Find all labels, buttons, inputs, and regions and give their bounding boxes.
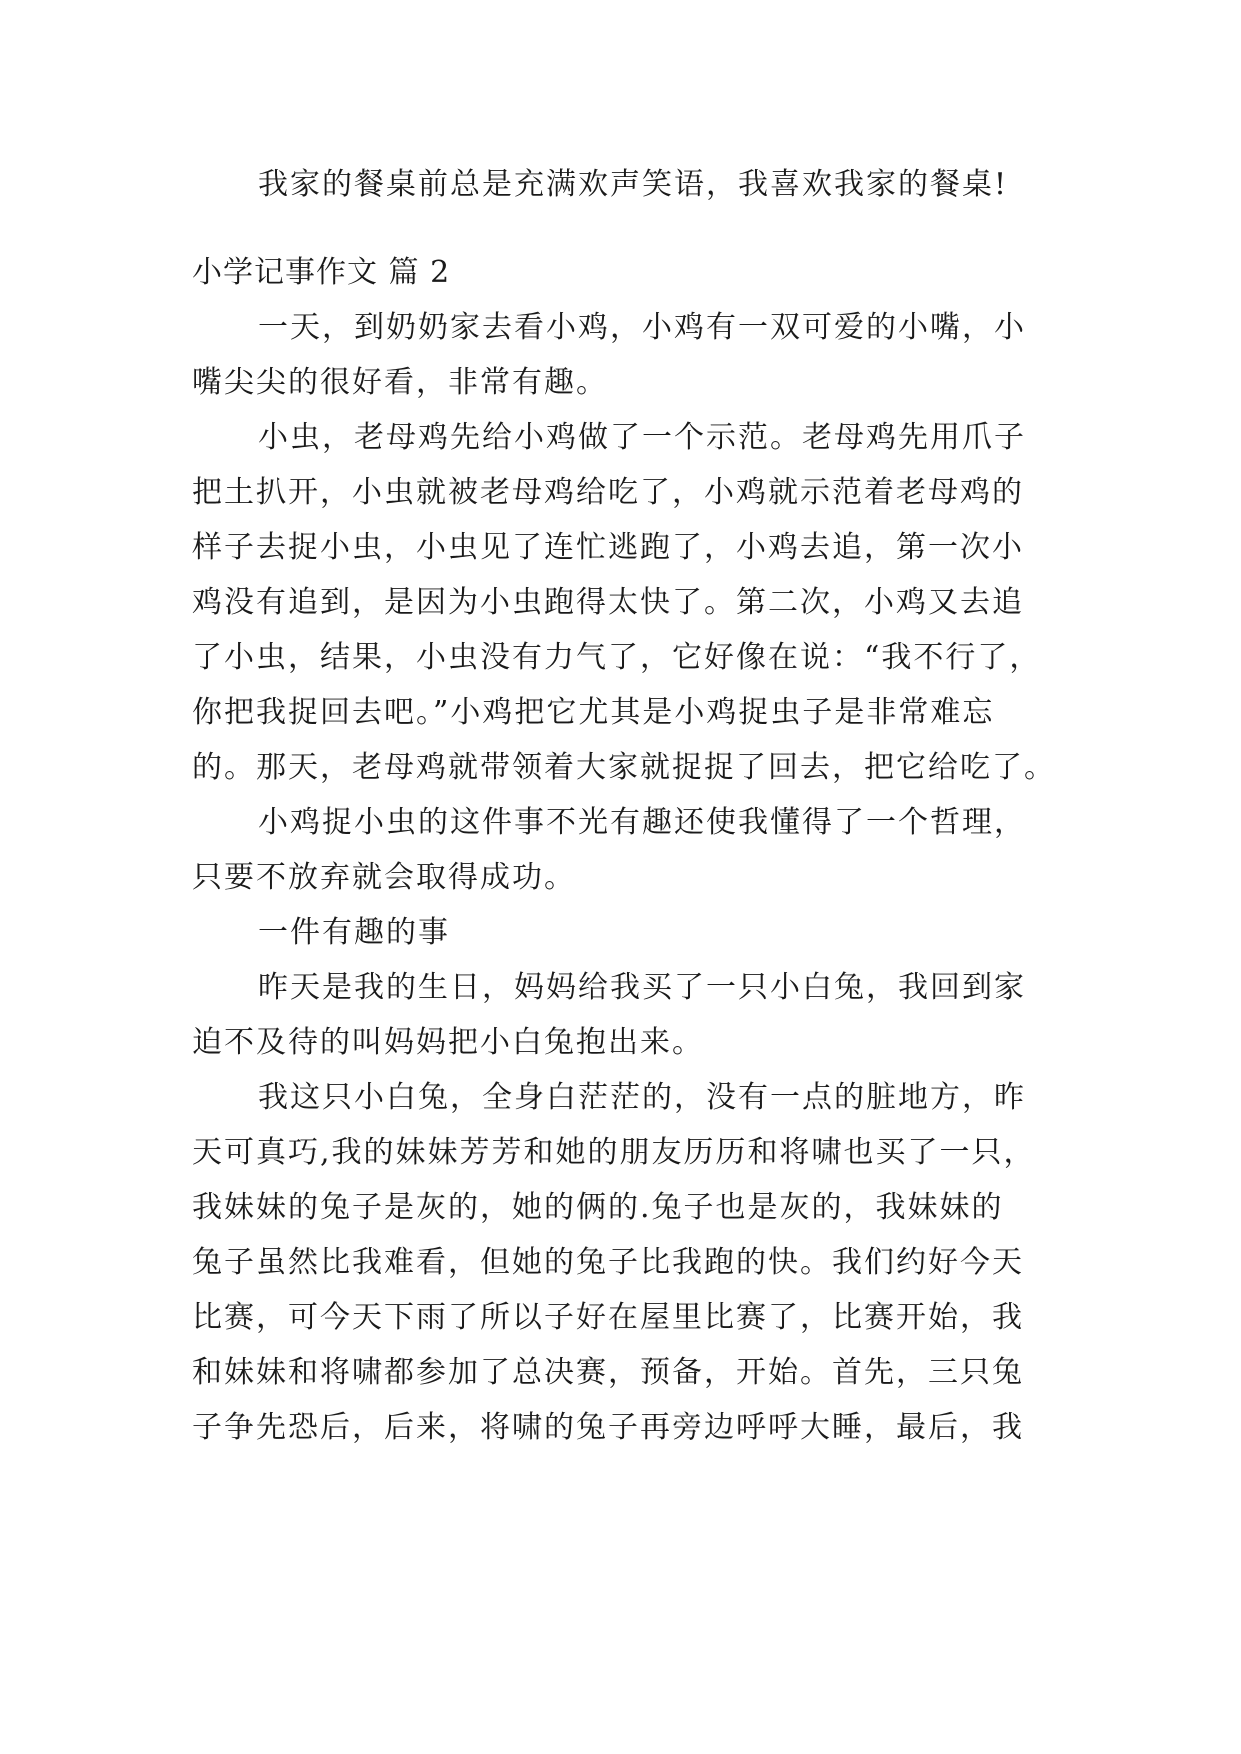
paragraph-line: 嘴尖尖的很好看，非常有趣。 — [192, 365, 608, 400]
closing-line: 我家的餐桌前总是充满欢声笑语，我喜欢我家的餐桌! — [258, 167, 1009, 202]
paragraph-line: 小鸡捉小虫的这件事不光有趣还使我懂得了一个哲理， — [258, 805, 1026, 840]
paragraph-line: 和妹妹和将啸都参加了总决赛，预备，开始。首先，三只兔 — [192, 1355, 1024, 1390]
section-title: 小学记事作文 篇 2 — [192, 255, 451, 290]
paragraph-line: 你把我捉回去吧。”小鸡把它尤其是小鸡捉虫子是非常难忘 — [192, 695, 995, 730]
paragraph-line: 的。那天，老母鸡就带领着大家就捉捉了回去，把它给吃了。 — [192, 750, 1056, 785]
paragraph-line: 只要不放弃就会取得成功。 — [192, 860, 576, 895]
paragraph-line: 小虫，老母鸡先给小鸡做了一个示范。老母鸡先用爪子 — [258, 420, 1026, 455]
paragraph-line: 把土扒开，小虫就被老母鸡给吃了，小鸡就示范着老母鸡的 — [192, 475, 1024, 510]
paragraph-line: 迫不及待的叫妈妈把小白兔抱出来。 — [192, 1025, 704, 1060]
paragraph-line: 鸡没有追到，是因为小虫跑得太快了。第二次，小鸡又去追 — [192, 585, 1024, 620]
paragraph-line: 一天，到奶奶家去看小鸡，小鸡有一双可爱的小嘴，小 — [258, 310, 1026, 345]
paragraph-line: 兔子虽然比我难看，但她的兔子比我跑的快。我们约好今天 — [192, 1245, 1024, 1280]
paragraph-line: 样子去捉小虫，小虫见了连忙逃跑了，小鸡去追，第一次小 — [192, 530, 1024, 565]
paragraph-line: 我妹妹的兔子是灰的，她的俩的.兔子也是灰的，我妹妹的 — [192, 1190, 1004, 1225]
paragraph-line: 子争先恐后，后来，将啸的兔子再旁边呼呼大睡，最后，我 — [192, 1410, 1024, 1445]
paragraph-line: 我这只小白兔，全身白茫茫的，没有一点的脏地方，昨 — [258, 1080, 1026, 1115]
paragraph-line: 了小虫，结果，小虫没有力气了，它好像在说：“我不行了， — [192, 640, 1042, 675]
paragraph-line: 天可真巧,我的妹妹芳芳和她的朋友历历和将啸也买了一只， — [192, 1135, 1036, 1170]
subheading: 一件有趣的事 — [258, 915, 450, 950]
paragraph-line: 昨天是我的生日，妈妈给我买了一只小白兔，我回到家 — [258, 970, 1026, 1005]
paragraph-line: 比赛，可今天下雨了所以子好在屋里比赛了，比赛开始，我 — [192, 1300, 1024, 1335]
